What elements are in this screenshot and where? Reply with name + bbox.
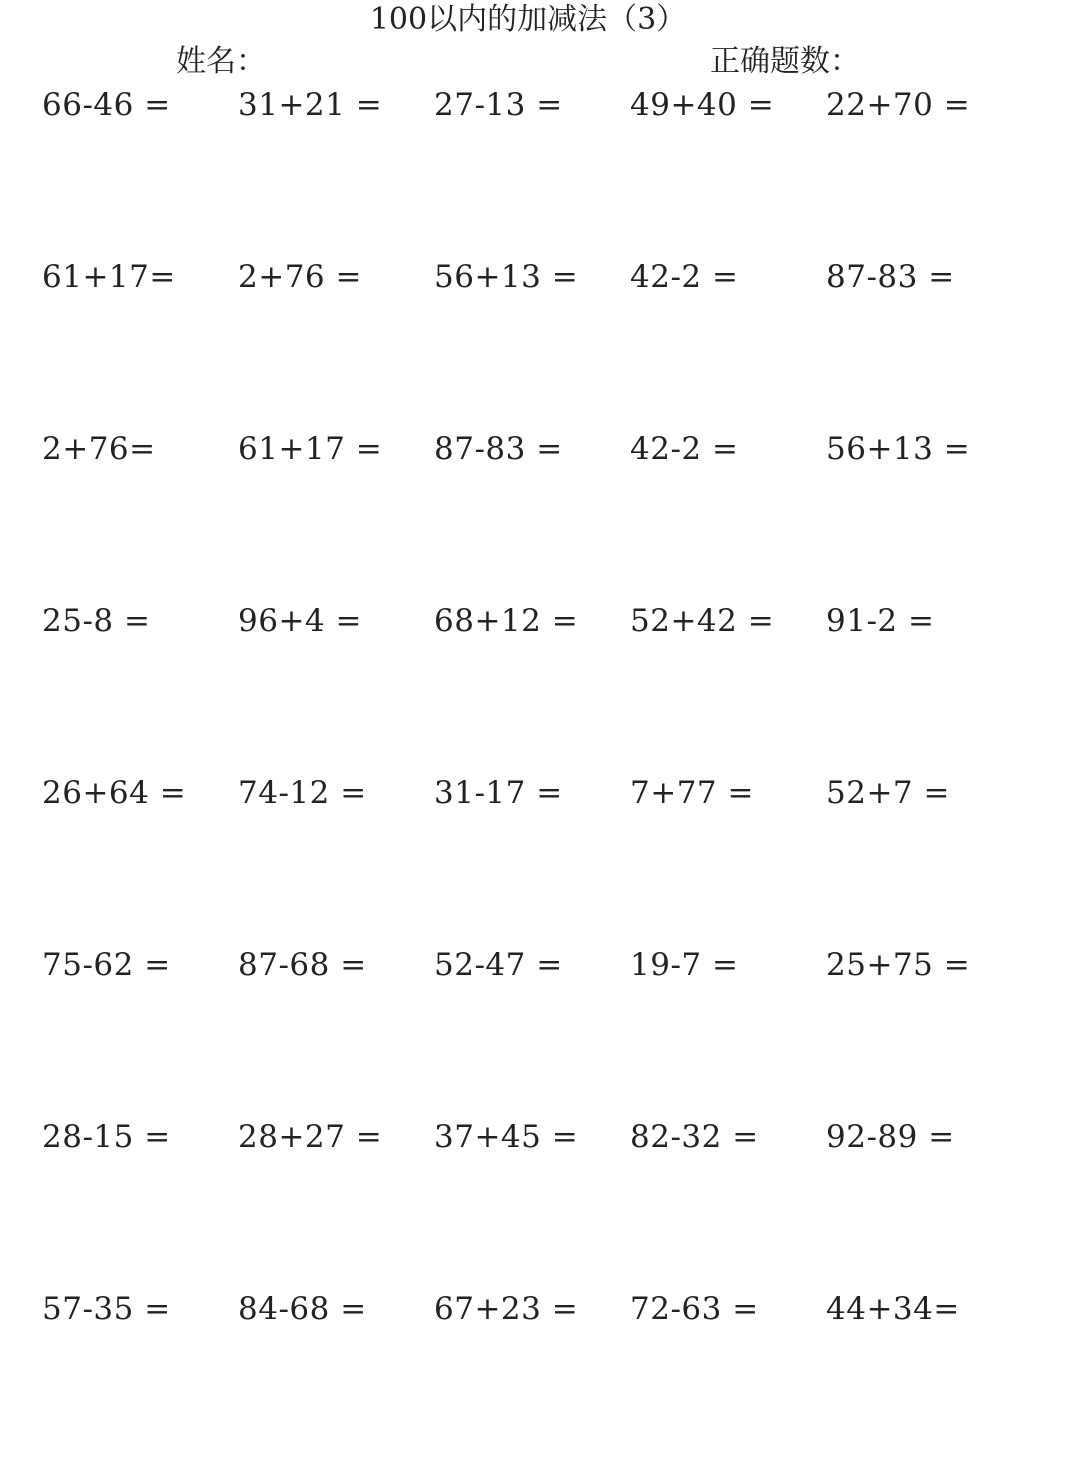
problem-row bbox=[42, 256, 1042, 428]
math-problem: 82-32 = bbox=[630, 1119, 759, 1155]
math-problem: 42-2 = bbox=[630, 259, 739, 295]
math-problem: 7+77 = bbox=[630, 775, 754, 811]
worksheet-title: 100以内的加减法（3） bbox=[369, 2, 687, 37]
math-problem: 31+21 = bbox=[238, 87, 383, 123]
math-problem: 25+75 = bbox=[826, 947, 971, 983]
name-label: 姓名： bbox=[176, 44, 266, 79]
math-problem: 28+27 = bbox=[238, 1119, 383, 1155]
math-problem: 75-62 = bbox=[42, 947, 171, 983]
math-problem: 87-83 = bbox=[434, 431, 563, 467]
math-problem: 87-68 = bbox=[238, 947, 367, 983]
math-problem: 31-17 = bbox=[434, 775, 563, 811]
problem-row bbox=[42, 944, 1042, 1116]
math-problem: 49+40 = bbox=[630, 87, 775, 123]
math-problem: 25-8 = bbox=[42, 603, 151, 639]
math-problem: 37+45 = bbox=[434, 1119, 579, 1155]
math-problem: 61+17= bbox=[42, 259, 176, 295]
math-problem: 52-47 = bbox=[434, 947, 563, 983]
math-problem: 92-89 = bbox=[826, 1119, 955, 1155]
math-problem: 72-63 = bbox=[630, 1291, 759, 1327]
math-problem: 68+12 = bbox=[434, 603, 579, 639]
math-problem: 91-2 = bbox=[826, 603, 935, 639]
problem-row bbox=[42, 772, 1042, 944]
math-problem: 61+17 = bbox=[238, 431, 383, 467]
math-problem: 26+64 = bbox=[42, 775, 187, 811]
math-problem: 66-46 = bbox=[42, 87, 171, 123]
math-problem: 52+42 = bbox=[630, 603, 775, 639]
math-problem: 42-2 = bbox=[630, 431, 739, 467]
math-problem: 57-35 = bbox=[42, 1291, 171, 1327]
problem-row bbox=[42, 428, 1042, 600]
problem-row bbox=[42, 1116, 1042, 1288]
math-problem: 96+4 = bbox=[238, 603, 362, 639]
correct-count-label: 正确题数： bbox=[710, 44, 860, 79]
math-problem: 19-7 = bbox=[630, 947, 739, 983]
math-problem: 56+13 = bbox=[826, 431, 971, 467]
math-problem: 2+76= bbox=[42, 431, 156, 467]
math-problem: 22+70 = bbox=[826, 87, 971, 123]
math-problem: 67+23 = bbox=[434, 1291, 579, 1327]
math-problem: 52+7 = bbox=[826, 775, 950, 811]
problem-grid bbox=[42, 84, 1042, 1460]
math-problem: 87-83 = bbox=[826, 259, 955, 295]
math-problem: 56+13 = bbox=[434, 259, 579, 295]
problem-row bbox=[42, 84, 1042, 256]
problem-row bbox=[42, 1288, 1042, 1460]
problem-row bbox=[42, 600, 1042, 772]
math-problem: 2+76 = bbox=[238, 259, 362, 295]
math-problem: 74-12 = bbox=[238, 775, 367, 811]
math-problem: 84-68 = bbox=[238, 1291, 367, 1327]
math-problem: 44+34= bbox=[826, 1291, 960, 1327]
math-problem: 28-15 = bbox=[42, 1119, 171, 1155]
math-problem: 27-13 = bbox=[434, 87, 563, 123]
